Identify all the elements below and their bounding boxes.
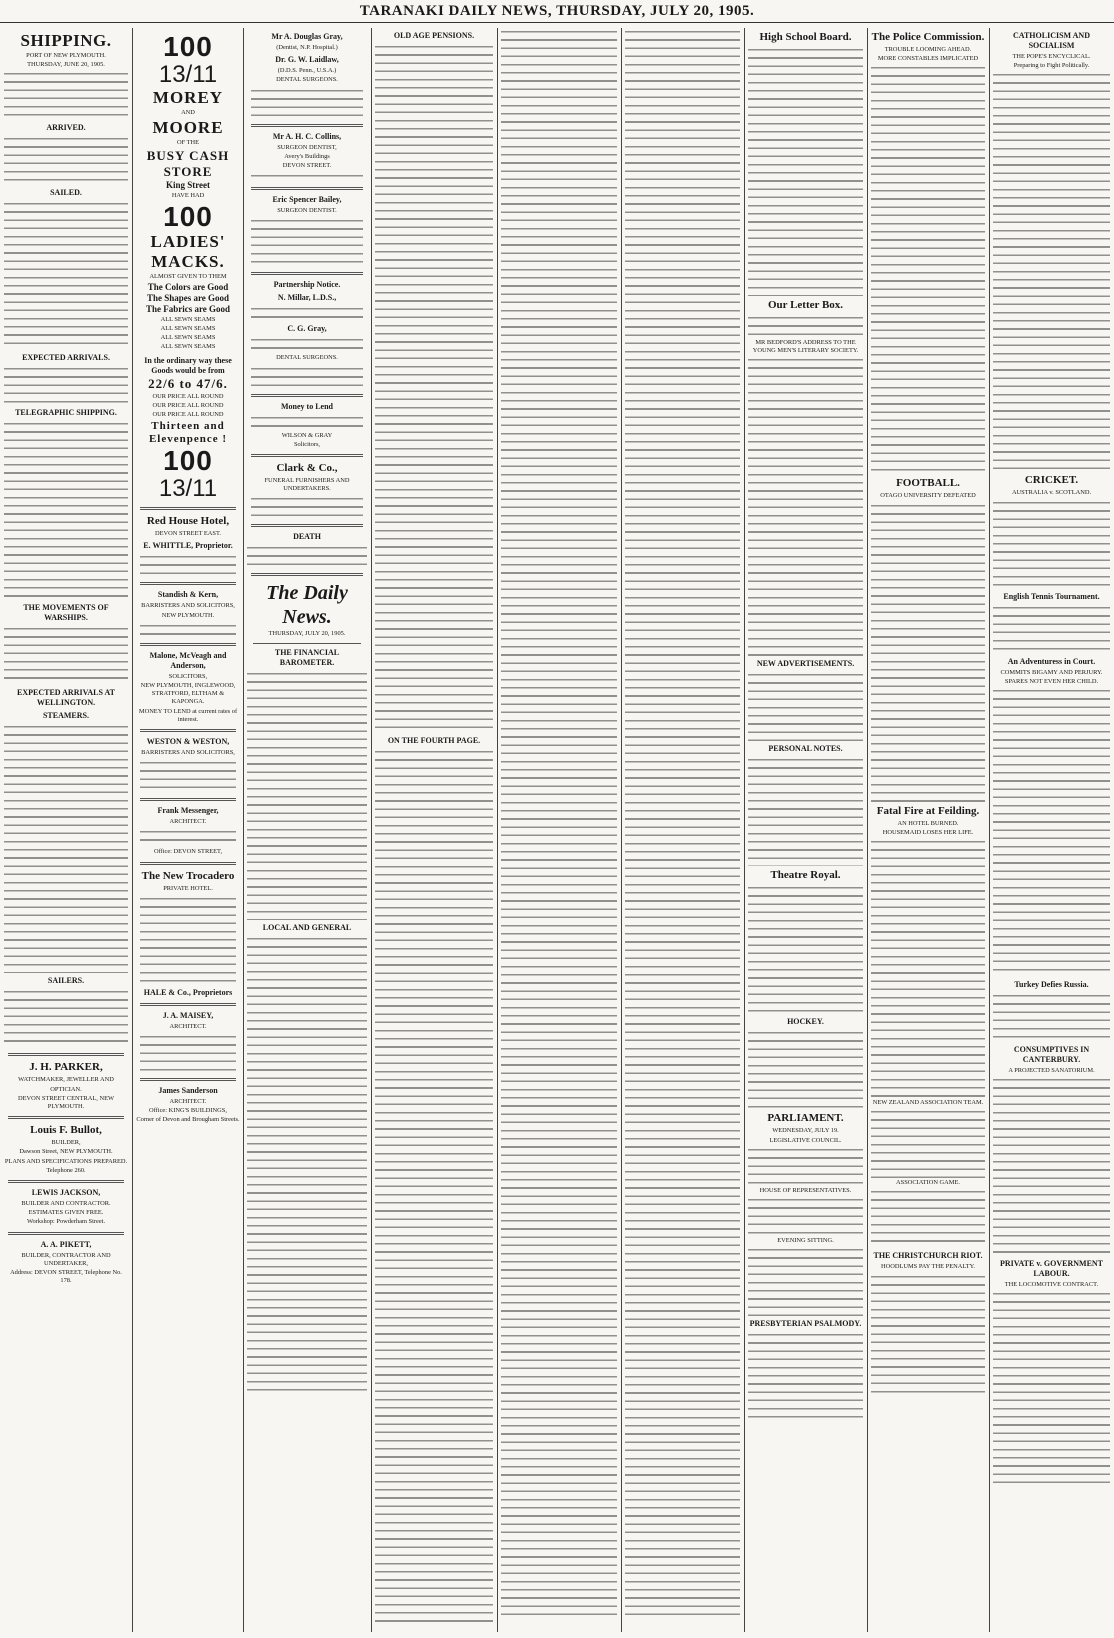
advert-title: Malone, McVeagh and Anderson, xyxy=(149,650,227,670)
advert-text: OUR PRICE ALL ROUND xyxy=(152,392,224,400)
column-news-6 xyxy=(625,28,740,1628)
subheading: ASSOCIATION GAME. xyxy=(896,1179,960,1187)
text-block xyxy=(4,625,128,685)
advert-text: OUR PRICE ALL ROUND xyxy=(152,401,224,409)
masthead: TARANAKI DAILY NEWS, THURSDAY, JULY 20, 1905. xyxy=(0,0,1114,23)
text-block xyxy=(748,356,863,656)
advert-weston xyxy=(136,737,240,793)
advert-number: 100 xyxy=(163,31,213,62)
text-block xyxy=(140,622,236,638)
advert-text: (D.D.S. Penn., U.S.A.) xyxy=(277,67,337,75)
advert-text: NEW PLYMOUTH, INGLEWOOD, STRATFORD, ELTHAM & KAPONGA. xyxy=(140,682,236,706)
advert-text: SOLICITORS, xyxy=(168,672,208,680)
advert-text: The Shapes are Good xyxy=(146,292,230,303)
text-block xyxy=(993,992,1110,1042)
advert-title: Dr. G. W. Laidlaw, xyxy=(275,55,339,65)
column-cables xyxy=(993,28,1110,1628)
subheading: A PROJECTED SANATORIUM. xyxy=(1008,1067,1095,1075)
advert-text: OUR PRICE ALL ROUND xyxy=(152,411,224,419)
column-rule xyxy=(371,28,372,1632)
section-heading: Fatal Fire at Feilding. xyxy=(876,804,980,817)
text-block xyxy=(251,365,363,389)
text-block xyxy=(140,759,236,793)
divider xyxy=(140,729,236,732)
subheading: OTAGO UNIVERSITY DEFEATED xyxy=(880,492,976,500)
text-block xyxy=(140,553,236,577)
section-heading: An Adventuress in Court. xyxy=(1007,656,1096,666)
advert-text: FUNERAL FURNISHERS AND UNDERTAKERS. xyxy=(264,477,350,493)
advert-bailey xyxy=(247,195,367,267)
advert-text: MONEY TO LEND at current rates of interest. xyxy=(138,707,238,723)
text-block xyxy=(748,1029,863,1109)
advert-title: Eric Spencer Bailey, xyxy=(272,195,342,205)
advert-standish xyxy=(136,590,240,637)
subheading: HOUSE OF REPRESENTATIVES. xyxy=(759,1186,852,1194)
advert-text: NEW PLYMOUTH. xyxy=(161,611,215,619)
advert-text: HAVE HAD xyxy=(171,192,205,200)
advert-title: Money to Lend xyxy=(281,401,333,411)
column-news-5 xyxy=(501,28,617,1628)
section-heading: THE FINANCIAL BAROMETER. xyxy=(274,647,340,667)
advert-title: Louis F. Bullot, xyxy=(30,1124,102,1137)
advert-text: BUILDER, xyxy=(51,1139,81,1147)
advert-text: Avery's Buildings xyxy=(284,152,330,160)
text-block xyxy=(871,502,985,802)
text-block xyxy=(748,671,863,741)
subheading: THE MOVEMENTS OF WARSHIPS. xyxy=(23,603,109,623)
subheading: ARRIVED. xyxy=(46,123,86,133)
advert-text: In the ordinary way these Goods would be from xyxy=(144,355,232,375)
text-block xyxy=(251,217,363,267)
text-block xyxy=(375,748,493,1628)
text-block xyxy=(993,1076,1110,1256)
text-block xyxy=(251,305,363,321)
advert-text: BARRISTERS AND SOLICITORS, xyxy=(141,602,235,610)
advert-text: ALL SEWN SEAMS xyxy=(160,334,216,342)
advert-title: Standish & Kern, xyxy=(157,590,219,600)
section-heading: OLD AGE PENSIONS. xyxy=(393,31,475,40)
text-block xyxy=(993,1290,1110,1490)
advert-morey-moore xyxy=(136,32,240,502)
advert-text: AND xyxy=(181,109,195,116)
advert-text: ALMOST GIVEN TO THEM xyxy=(149,272,227,280)
advert-title: Clark & Co., xyxy=(276,462,338,475)
text-block xyxy=(247,670,367,920)
text-block xyxy=(501,28,617,1618)
divider xyxy=(8,1180,124,1183)
subheading: HOODLUMS PAY THE PENALTY. xyxy=(881,1263,975,1271)
advert-title: A. A. PIKETT, xyxy=(40,1239,92,1249)
advert-text: BARRISTERS AND SOLICITORS, xyxy=(141,749,235,757)
advert-jackson xyxy=(4,1188,128,1227)
advert-text: WATCHMAKER, JEWELLER AND xyxy=(18,1076,114,1084)
advert-title: Mr A. Douglas Gray, xyxy=(271,32,343,41)
divider xyxy=(253,643,361,644)
divider xyxy=(140,1078,236,1081)
advert-title: Red House Hotel, xyxy=(146,515,230,528)
text-block xyxy=(748,1146,863,1186)
subheading: EVENING SITTING. xyxy=(777,1237,834,1245)
subheading: THURSDAY, JUNE 20, 1905. xyxy=(27,61,105,69)
advert-title: BUSY CASH STORE xyxy=(146,148,230,180)
text-block xyxy=(748,1196,863,1236)
advert-money xyxy=(247,402,367,449)
subheading: NEW ZEALAND ASSOCIATION TEAM. xyxy=(872,1099,984,1107)
section-heading: PARLIAMENT. xyxy=(767,1112,844,1125)
text-block xyxy=(993,604,1110,654)
advert-text: SURGEON DENTIST. xyxy=(277,207,337,215)
column-adverts xyxy=(136,28,240,1628)
text-block xyxy=(251,172,363,182)
divider xyxy=(251,573,363,576)
advert-text: ARCHITECT. xyxy=(169,1098,207,1106)
editorial-date: THURSDAY, JULY 20, 1905. xyxy=(268,630,346,638)
subheading: STEAMERS. xyxy=(42,711,89,721)
advert-text: ALL SEWN SEAMS xyxy=(160,343,216,351)
advert-text: DENTAL SURGEONS. xyxy=(276,354,338,362)
text-block xyxy=(247,935,367,1395)
divider xyxy=(140,582,236,585)
advert-sanderson xyxy=(136,1086,240,1125)
subheading: COMMITS BIGAMY AND PERJURY. xyxy=(1000,668,1103,676)
text-block xyxy=(871,1273,985,1393)
text-block xyxy=(871,1108,985,1178)
section-heading: CRICKET. xyxy=(1024,474,1079,487)
advert-text: The Colors are Good xyxy=(147,281,229,292)
column-rule xyxy=(497,28,498,1632)
section-heading: PRIVATE v. GOVERNMENT LABOUR. xyxy=(999,1259,1104,1279)
subheading: AN HOTEL BURNED. xyxy=(897,819,959,827)
subheading: EXPECTED ARRIVALS. xyxy=(22,353,110,363)
divider xyxy=(251,454,363,457)
advert-title: MOORE xyxy=(152,118,224,138)
divider xyxy=(8,1116,124,1119)
advert-text: ESTIMATES GIVEN FREE. xyxy=(28,1209,104,1217)
divider xyxy=(8,1232,124,1235)
advert-text: PRIVATE HOTEL. xyxy=(163,884,213,892)
advert-title: HALE & Co., Proprietors xyxy=(143,987,233,997)
advert-trocadero xyxy=(136,870,240,998)
column-rule xyxy=(867,28,868,1632)
advert-title: LEWIS JACKSON, xyxy=(31,1188,101,1198)
column-shipping xyxy=(4,28,128,1628)
column-rule xyxy=(621,28,622,1632)
text-block xyxy=(871,838,985,1098)
subheading: THE LOCOMOTIVE CONTRACT. xyxy=(1004,1281,1099,1289)
subheading: Preparing to Fight Politically. xyxy=(1013,62,1090,70)
advert-text: BUILDER AND CONTRACTOR. xyxy=(21,1200,111,1208)
advert-text: ARCHITECT. xyxy=(169,1022,207,1030)
section-heading: English Tennis Tournament. xyxy=(1003,591,1100,601)
text-block xyxy=(748,46,863,296)
advert-text: BUILDER, CONTRACTOR AND UNDERTAKER, xyxy=(21,1251,111,1267)
section-heading: Turkey Defies Russia. xyxy=(1014,980,1089,990)
text-block xyxy=(4,365,128,405)
advert-title: MACKS. xyxy=(151,251,225,271)
column-rule xyxy=(243,28,244,1632)
advert-text: Office: KING'S BUILDINGS, xyxy=(149,1107,227,1115)
section-heading: NEW ADVERTISEMENTS. xyxy=(756,659,855,669)
text-block xyxy=(251,336,363,352)
advert-text: OPTICIAN. xyxy=(50,1085,82,1093)
section-heading: LOCAL AND GENERAL xyxy=(262,922,352,932)
text-block xyxy=(748,884,863,1014)
advert-text: ALL SEWN SEAMS xyxy=(160,315,216,323)
text-block xyxy=(375,43,493,733)
section-heading: Our Letter Box. xyxy=(767,299,844,311)
section-heading: Theatre Royal. xyxy=(770,869,841,882)
advert-text: OF THE xyxy=(176,139,200,147)
advert-number: 100 xyxy=(163,200,213,232)
advert-text: Workshop: Powderham Street. xyxy=(26,1218,106,1226)
advert-title: Mr A. H. C. Collins, xyxy=(272,131,342,141)
text-block xyxy=(4,723,128,973)
advert-title: J. A. MAISEY, xyxy=(162,1010,214,1020)
section-heading: SHIPPING. xyxy=(20,31,112,50)
advert-text: (Dentist, N.P. Hospital.) xyxy=(276,44,338,51)
advert-text: ALL SEWN SEAMS xyxy=(160,325,216,333)
advert-title: LADIES' xyxy=(150,231,226,251)
advert-text: DENTAL SURGEONS. xyxy=(276,76,338,84)
advert-title: Frank Messenger, xyxy=(157,806,219,816)
advert-text: Solicitors, xyxy=(293,440,321,448)
advert-clark xyxy=(247,462,367,519)
advert-price: 13/11 xyxy=(158,61,218,88)
advert-partnership xyxy=(247,280,367,388)
divider xyxy=(251,272,363,275)
advert-text: DEVON STREET EAST. xyxy=(155,530,221,538)
text-block xyxy=(993,499,1110,589)
divider xyxy=(140,798,236,801)
section-heading: PRESBYTERIAN PSALMODY. xyxy=(749,1319,862,1329)
section-heading: FOOTBALL. xyxy=(896,477,960,490)
advert-title: WESTON & WESTON, xyxy=(146,737,230,747)
subheading: WEDNESDAY, JULY 19. xyxy=(772,1127,839,1135)
advert-maisey xyxy=(136,1011,240,1073)
section-heading: High School Board. xyxy=(759,31,852,43)
subheading: HOUSEMAID LOSES HER LIFE. xyxy=(882,828,974,836)
subheading: THE POPE'S ENCYCLICAL. xyxy=(1012,53,1091,60)
advert-title: J. H. PARKER, xyxy=(29,1061,103,1074)
text-block xyxy=(993,71,1110,471)
divider xyxy=(251,124,363,127)
advert-text: WILSON & GRAY xyxy=(281,431,333,439)
column-news-8 xyxy=(871,28,985,1628)
divider xyxy=(251,187,363,190)
advert-price: 22/6 to 47/6. xyxy=(148,375,228,391)
section-heading: DEATH xyxy=(293,532,321,542)
section-heading: HOCKEY. xyxy=(787,1017,824,1027)
advert-text: King Street xyxy=(165,180,211,191)
advert-text: Corner of Devon and Brougham Streets. xyxy=(136,1116,240,1124)
divider xyxy=(140,1003,236,1006)
text-block xyxy=(625,28,740,1618)
text-block xyxy=(4,200,128,350)
subheading: SPARES NOT EVEN HER CHILD. xyxy=(1004,677,1099,685)
section-heading: THE CHRISTCHURCH RIOT. xyxy=(873,1251,983,1261)
advert-parker xyxy=(4,1061,128,1111)
advert-number: 100 xyxy=(163,445,213,477)
divider xyxy=(140,862,236,865)
text-block xyxy=(4,988,128,1048)
advert-title: The New Trocadero xyxy=(141,869,235,882)
advert-text: DEVON STREET. xyxy=(282,162,332,170)
advert-malone xyxy=(136,651,240,724)
advert-title: James Sanderson xyxy=(158,1086,218,1096)
subheading: SAILED. xyxy=(50,188,82,198)
advert-title: C. G. Gray, xyxy=(287,324,327,334)
subheading: EXPECTED ARRIVALS AT WELLINGTON. xyxy=(17,688,115,708)
advert-text: Address: DEVON STREET, Telephone No. 178. xyxy=(10,1269,122,1285)
divider xyxy=(8,1053,124,1056)
text-block xyxy=(748,1246,863,1316)
text-block xyxy=(247,544,367,568)
text-block xyxy=(140,895,236,985)
text-block xyxy=(251,87,363,119)
divider xyxy=(140,643,236,646)
text-block xyxy=(251,495,363,519)
advert-price: 13/11 xyxy=(158,475,218,503)
divider xyxy=(251,394,363,397)
advert-title: MOREY xyxy=(152,88,224,107)
text-block xyxy=(748,1331,863,1421)
column-rule xyxy=(132,28,133,1632)
editorial-title: The Daily News. xyxy=(266,582,348,629)
section-heading: PERSONAL NOTES. xyxy=(768,744,843,754)
text-block xyxy=(4,420,128,600)
subheading: LEGISLATIVE COUNCIL. xyxy=(769,1136,842,1144)
advert-text: Dawson Street, NEW PLYMOUTH. xyxy=(19,1148,113,1156)
text-block xyxy=(140,1033,236,1073)
advert-title: E. WHITTLE, Proprietor. xyxy=(143,541,233,551)
subheading: AUSTRALIA v. SCOTLAND. xyxy=(1011,489,1092,497)
subheading: MORE CONSTABLES IMPLICATED xyxy=(877,55,979,63)
text-block xyxy=(140,828,236,846)
column-rule xyxy=(744,28,745,1632)
text-block xyxy=(993,687,1110,977)
advert-bullot xyxy=(4,1124,128,1175)
text-block xyxy=(871,64,985,474)
subheading: TROUBLE LOOMING AHEAD. xyxy=(884,46,972,53)
section-heading: CONSUMPTIVES IN CANTERBURY. xyxy=(1013,1045,1090,1065)
advert-text: SURGEON DENTIST, xyxy=(277,143,337,151)
subheading: SAILERS. xyxy=(47,976,85,986)
text-block xyxy=(871,1188,985,1248)
subheading: TELEGRAPHIC SHIPPING. xyxy=(15,408,117,418)
divider xyxy=(251,524,363,527)
text-block xyxy=(4,135,128,185)
advert-pikett xyxy=(4,1240,128,1286)
column-rule xyxy=(989,28,990,1632)
advert-text: PLANS AND SPECIFICATIONS PREPARED. xyxy=(4,1157,128,1165)
text-block xyxy=(251,414,363,430)
advert-title: Thirteen and Elevenpence ! xyxy=(148,420,228,446)
text-block xyxy=(748,756,863,866)
advert-dentists xyxy=(247,32,367,119)
advert-text: Office: DEVON STREET, xyxy=(153,848,223,856)
advert-red-house xyxy=(136,515,240,577)
divider xyxy=(140,507,236,510)
column-professional xyxy=(247,28,367,1628)
advert-text: ARCHITECT. xyxy=(169,818,207,826)
advert-text: Telephone 260. xyxy=(46,1166,86,1174)
advert-messenger xyxy=(136,806,240,856)
advert-title: N. Millar, L.D.S., xyxy=(277,293,337,303)
advert-text: DEVON STREET CENTRAL, NEW PLYMOUTH. xyxy=(17,1094,115,1111)
column-old-age-pensions xyxy=(375,28,493,1628)
advert-title: Partnership Notice. xyxy=(273,280,341,290)
section-heading: CATHOLICISM AND SOCIALISM xyxy=(1013,31,1090,50)
subheading: MR BEDFORD'S ADDRESS TO THE YOUNG MEN'S LITERARY SOCIETY. xyxy=(752,339,859,355)
advert-collins xyxy=(247,132,367,183)
text-block xyxy=(4,70,128,120)
column-news-7 xyxy=(748,28,863,1628)
section-heading: ON THE FOURTH PAGE. xyxy=(387,736,481,745)
section-heading: The Police Commission. xyxy=(871,31,985,43)
advert-text: The Fabrics are Good xyxy=(145,303,231,314)
subheading: PORT OF NEW PLYMOUTH. xyxy=(26,52,106,59)
text-block xyxy=(748,314,863,338)
